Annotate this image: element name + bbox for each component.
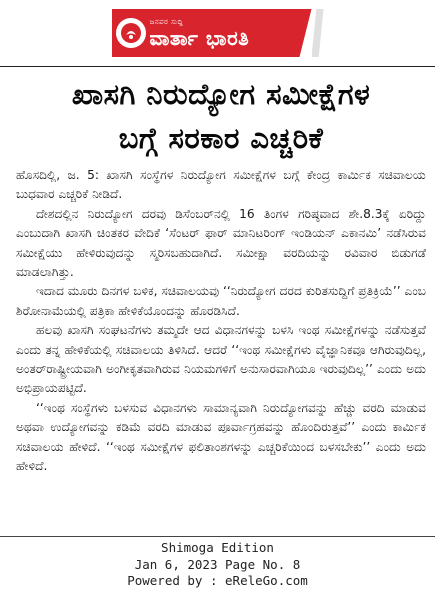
- newspaper-logo: [112, 9, 324, 57]
- emblem-icon: [116, 18, 146, 48]
- article-headline: [16, 72, 426, 160]
- paragraph-3: ಇದಾದ ಮೂರು ದಿನಗಳ ಬಳಿಕ, ಸಚಿವಾಲಯವು ‘‘ನಿರುದ್ಯೋಗ ದರದ ಕುರಿತಸುದ್ದಿಗೆ ಪ್ರತಿಕ್ರಿಯೆ’’ ಎಂಬ ಶಿರೋನಾಮೆಯಲ್ಲಿ ಪತ್ರಿಕಾ ಹೇಳಿಕೆಯೊಂದನ್ನು ಹೊರಡಿಸಿದೆ.: [16, 284, 426, 318]
- headline-line-1: ಖಾಸಗಿ ನಿರುದ್ಯೋಗ ಸಮೀಕ್ಷೆಗಳ: [71, 77, 371, 111]
- article-body: [16, 166, 426, 477]
- paragraph-2: ದೇಶದಲ್ಲಿನ ನಿರುದ್ಯೋಗ ದರವು ಡಿಸೆಂಬರ್‌ನಲ್ಲಿ 16 ತಿಂಗಳ ಗರಿಷ್ಠವಾದ ಶೇ.8.3ಕ್ಕೆ ಏರಿದ್ದು ಎಂಬುದಾಗಿ ಖಾಸಗಿ ಚಿಂತಕರ ವೇದಿಕೆ ‘ಸೆಂಟರ್ ಫಾರ್ ಮಾನಿಟರಿಂಗ್ ಇಂಡಿಯನ್ ಎಕಾನಮಿ’ ನಡೆಸಿರುವ ಸಮೀಕ್ಷೆಯು ಹೇಳಿರುವುದನ್ನು ಸ್ಮರಿಸಬಹುದಾಗಿದೆ. ಸಮೀಕ್ಷಾ ವರದಿಯನ್ನು ರವಿವಾರ ಬಿಡುಗಡೆ ಮಾಡಲಾಗಿತ್ತು.: [16, 206, 426, 280]
- news-article: [16, 72, 426, 477]
- logo-text: [150, 19, 250, 48]
- logo-accent: [312, 9, 324, 57]
- powered-by-label[interactable]: Powered by : eReleGo.com: [127, 573, 308, 588]
- logo-tagline: ಜನಪರ ಸುದ್ದಿ: [149, 17, 184, 26]
- headline-line-2: ಬಗ್ಗೆ ಸರಕಾರ ಎಚ್ಚರಿಕೆ: [118, 121, 324, 155]
- paragraph-1: ಹೊಸದಿಲ್ಲಿ, ಜ. 5: ಖಾಸಗಿ ಸಂಸ್ಥೆಗಳ ನಿರುದ್ಯೋಗ ಸಮೀಕ್ಷೆಗಳ ಬಗ್ಗೆ ಕೇಂದ್ರ ಕಾರ್ಮಿಕ ಸಚಿವಾಲಯ ಬುಧವಾರ ಎಚ್ಚರಿಕೆ ನೀಡಿದೆ.: [16, 168, 426, 202]
- edition-label: Shimoga Edition: [161, 540, 274, 555]
- footer-divider: [0, 536, 435, 537]
- paragraph-5: ‘‘ಇಂಥ ಸಂಸ್ಥೆಗಳು ಬಳಸುವ ವಿಧಾನಗಳು ಸಾಮಾನ್ಯವಾಗಿ ನಿರುದ್ಯೋಗವನ್ನು ಹೆಚ್ಚು ವರದಿ ಮಾಡುವ ಅಥವಾ ಉದ್ಯೋಗವನ್ನು ಕಡಿಮೆ ವರದಿ ಮಾಡುವ ಪೂರ್ವಾಗ್ರಹವನ್ನು ಹೊಂದಿರುತ್ತವೆ’’ ಎಂದು ಕಾರ್ಮಿಕ ಸಚಿವಾಲಯ ಹೇಳಿದೆ. ‘‘ಇಂಥ ಸಮೀಕ್ಷೆಗಳ ಫಲಿತಾಂಶಗಳನ್ನು ಎಚ್ಚರಿಕೆಯಿಂದ ಬಳಸಬೇಕು’’ ಎಂದು ಅದು ಹೇಳಿದೆ.: [16, 400, 426, 474]
- page-footer: [0, 540, 435, 590]
- masthead: [0, 0, 435, 67]
- date-page-label: Jan 6, 2023 Page No. 8: [134, 556, 301, 572]
- paragraph-4: ಹಲವು ಖಾಸಗಿ ಸಂಘಟನೆಗಳು ತಮ್ಮದೇ ಆದ ವಿಧಾನಗಳನ್ನು ಬಳಸಿ ಇಂಥ ಸಮೀಕ್ಷೆಗಳನ್ನು ನಡೆಸುತ್ತವೆ ಎಂದು ತನ್ನ ಹೇಳಿಕೆಯಲ್ಲಿ ಸಚಿವಾಲಯ ತಿಳಿಸಿದೆ. ಆದರೆ ‘‘ಇಂಥ ಸಮೀಕ್ಷೆಗಳು ವೈಜ್ಞಾನಿಕವೂ ಆಗಿರುವುದಿಲ್ಲ, ಅಂತರ್‌ರಾಷ್ಟ್ರೀಯವಾಗಿ ಅಂಗೀಕೃತವಾಗಿರುವ ನಿಯಮಗಳಿಗೆ ಅನುಸಾರವಾಗಿಯೂ ಇರುವುದಿಲ್ಲ’’ ಎಂದು ಅದು ಅಭಿಪ್ರಾಯಪಟ್ಟಿದೆ.: [16, 323, 426, 396]
- logo-name: ವಾರ್ತಾ ಭಾರತಿ: [149, 25, 250, 50]
